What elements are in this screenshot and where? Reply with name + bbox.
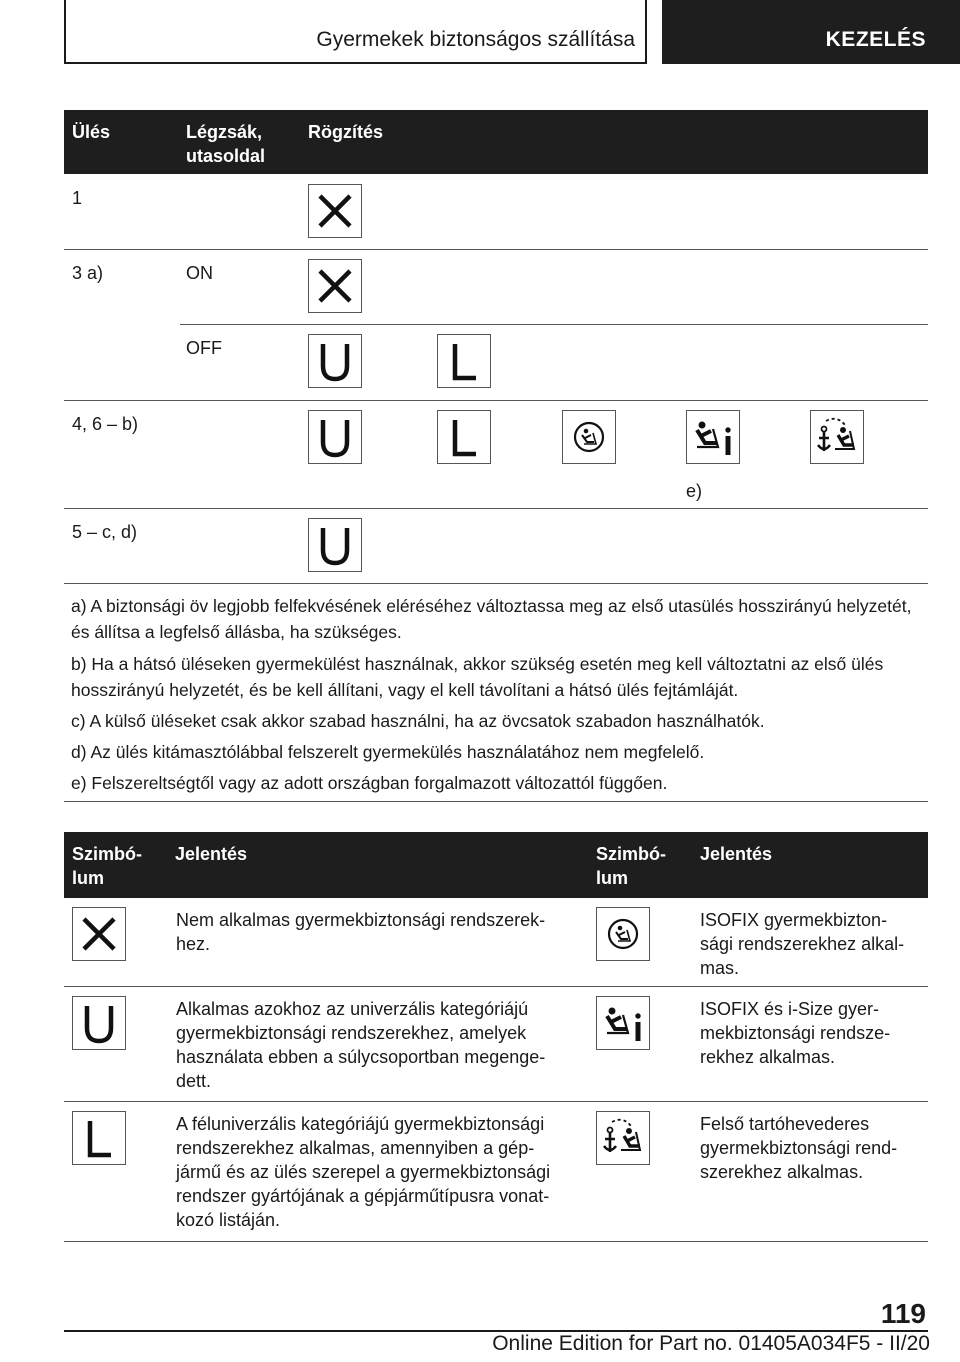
row-divider — [64, 1101, 928, 1102]
table-divider — [64, 583, 928, 584]
top-tether-icon — [810, 410, 864, 464]
row-divider — [64, 986, 928, 987]
header-mounting: Rögzítés — [308, 122, 384, 142]
header-meaning-2: Jelentés — [700, 844, 773, 864]
x-icon — [72, 907, 126, 961]
symbol-table-header — [64, 832, 928, 898]
x-icon — [308, 259, 362, 313]
meaning-semi-universal: A féluniverzális kategóriájú gyermekbiztonsági rendszerekhez alkalmas, amennyiben a gép- jármű és az ülés szerepel a gyermekbiztonsági rendszer gyártójának a gépjárműtípusra vonat- kozó listáján. — [176, 1114, 551, 1230]
footnote-a: a) A biztonsági öv legjobb felfekvésének eléréséhez változtassa meg az első utasülés hosszirányú helyzetét, és állítsa a legfelső állásba, ha szükséges. — [71, 596, 912, 642]
header-airbag: Légzsák, utasoldal — [186, 122, 266, 166]
page-number: 119 — [880, 1298, 926, 1329]
row-divider — [64, 400, 928, 401]
row1-seat: 1 — [72, 188, 83, 208]
chapter-title: Gyermekek biztonságos szállítása — [316, 28, 635, 51]
row3-airbag: OFF — [186, 338, 222, 358]
footnote-d: d) Az ülés kitámasztólábbal felszerelt gyermekülés használatához nem megfelelő. — [71, 742, 705, 762]
row2-airbag: ON — [186, 263, 213, 283]
row-divider — [180, 324, 928, 325]
top-tether-icon — [596, 1111, 650, 1165]
isofix-i-size-footnote: e) — [686, 481, 703, 501]
u-icon — [308, 410, 362, 464]
row-divider — [64, 508, 928, 509]
header-title-box — [64, 0, 647, 64]
header-seat: Ülés — [72, 122, 111, 142]
meaning-isofix-i-size: ISOFIX és i-Size gyer- mekbiztonsági rendsze- rekhez alkalmas. — [700, 999, 891, 1067]
meaning-universal: Alkalmas azokhoz az univerzális kategóriájú gyermekbiztonsági rendszerekhez, amelyek használata ebben a súlycsoportban megenge- dett. — [176, 999, 546, 1091]
meaning-not-suitable: Nem alkalmas gyermekbiztonsági rendszerek- hez. — [176, 910, 546, 954]
l-icon — [437, 334, 491, 388]
u-icon — [72, 996, 126, 1050]
header-section-box — [662, 0, 960, 64]
footnote-e: e) Felszereltségtől vagy az adott országban forgalmazott változattól függően. — [71, 773, 668, 793]
l-icon — [72, 1111, 126, 1165]
row5-seat: 5 – c, d) — [72, 522, 138, 542]
seat-table-header — [64, 110, 928, 174]
footnote-c: c) A külső üléseket csak akkor szabad használni, ha az övcsatok szabadon használhatók. — [71, 711, 765, 731]
header-meaning-1: Jelentés — [175, 844, 248, 864]
meaning-isofix: ISOFIX gyermekbizton- sági rendszerekhez alkal- mas. — [700, 910, 905, 978]
table-divider — [64, 1241, 928, 1242]
u-icon — [308, 334, 362, 388]
isofix-icon — [596, 907, 650, 961]
isofix-icon — [562, 410, 616, 464]
section-label: KEZELÉS — [825, 28, 926, 51]
row-divider — [64, 249, 928, 250]
l-icon — [437, 410, 491, 464]
notes-divider — [64, 801, 928, 802]
isofix-i-size-icon — [596, 996, 650, 1050]
edition-text: Online Edition for Part no. 01405A034F5 - II/20 — [492, 1332, 930, 1355]
footnote-b: b) Ha a hátsó üléseken gyermekülést használnak, akkor szükség esetén meg kell változtatni az első ülés hosszirányú helyzetét, és be kell állítani, vagy el kell távolítani a hátsó ülés fejtámláját. — [71, 654, 884, 700]
u-icon — [308, 518, 362, 572]
header-symbol-1: Szimbó- lum — [72, 844, 142, 888]
isofix-i-size-icon — [686, 410, 740, 464]
x-icon — [308, 184, 362, 238]
meaning-top-tether: Felső tartóhevederes gyermekbiztonsági rend- szerekhez alkalmas. — [700, 1114, 898, 1182]
row2-seat: 3 a) — [72, 263, 104, 283]
row4-seat: 4, 6 – b) — [72, 414, 139, 434]
header-symbol-2: Szimbó- lum — [596, 844, 666, 888]
